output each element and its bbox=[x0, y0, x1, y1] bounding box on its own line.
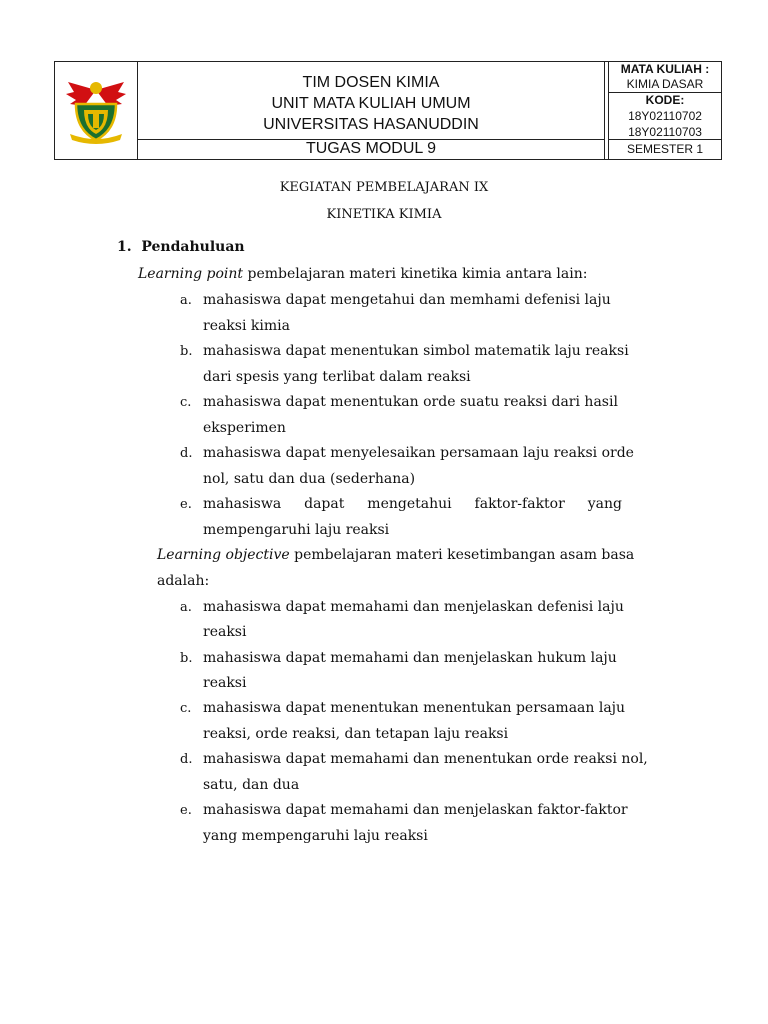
lp-item-c-letter: c. bbox=[180, 395, 192, 410]
learning-objective-italic: Learning objective bbox=[157, 547, 290, 563]
lo-item-b-line-2: reaksi bbox=[203, 675, 247, 691]
lp-item-e-word-2: dapat bbox=[304, 496, 345, 512]
modul-title: TUGAS MODUL 9 bbox=[138, 139, 605, 159]
lo-item-d-line-2: satu, dan dua bbox=[203, 777, 300, 793]
lo-item-e-letter: e. bbox=[180, 803, 192, 818]
title-line-2: UNIT MATA KULIAH UMUM bbox=[271, 95, 471, 112]
section-number: 1. bbox=[117, 239, 132, 255]
lp-item-e-word-4: faktor-faktor bbox=[474, 496, 565, 512]
university-logo-icon bbox=[64, 78, 128, 144]
lo-item-d-letter: d. bbox=[180, 752, 193, 767]
lo-item-d-line-1: mahasiswa dapat memahami dan menentukan orde reaksi nol, bbox=[203, 751, 648, 767]
title-line-3: UNIVERSITAS HASANUDDIN bbox=[263, 116, 479, 133]
lp-item-d-letter: d. bbox=[180, 446, 193, 461]
lp-item-e-word-1: mahasiswa bbox=[203, 496, 282, 512]
lo-item-e-line-1: mahasiswa dapat memahami dan menjelaskan faktor-faktor bbox=[203, 802, 628, 818]
lo-item-b-line-1: mahasiswa dapat memahami dan menjelaskan hukum laju bbox=[203, 650, 617, 666]
lp-item-a-letter: a. bbox=[180, 293, 192, 308]
lp-item-b-line-1: mahasiswa dapat menentukan simbol matematik laju reaksi bbox=[203, 343, 629, 359]
mata-kuliah-label: MATA KULIAH : bbox=[620, 62, 710, 76]
lp-item-e-word-3: mengetahui bbox=[367, 496, 452, 512]
lp-item-e-letter: e. bbox=[180, 497, 192, 512]
lp-item-e-word-5: yang bbox=[587, 496, 622, 512]
heading-kinetika: KINETIKA KIMIA bbox=[326, 207, 442, 222]
institution-title bbox=[138, 62, 605, 139]
heading-kegiatan: KEGIATAN PEMBELAJARAN IX bbox=[279, 180, 489, 195]
kode-value-1: 18Y02110702 bbox=[628, 109, 702, 123]
kode-value-2: 18Y02110703 bbox=[628, 125, 702, 139]
lp-item-e-line-2: mempengaruhi laju reaksi bbox=[203, 522, 390, 538]
lo-item-c-line-2: reaksi, orde reaksi, dan tetapan laju reaksi bbox=[203, 726, 509, 742]
section-title-text: Pendahuluan bbox=[141, 239, 245, 255]
lo-item-a-line-1: mahasiswa dapat memahami dan menjelaskan defenisi laju bbox=[203, 599, 624, 615]
semester: SEMESTER 1 bbox=[609, 139, 721, 158]
lp-item-a-line-2: reaksi kimia bbox=[203, 318, 290, 334]
learning-objective-cont: adalah: bbox=[157, 573, 210, 589]
lp-item-c-line-2: eksperimen bbox=[203, 420, 286, 436]
lp-item-d-line-2: nol, satu dan dua (sederhana) bbox=[203, 471, 416, 487]
lo-item-c-line-1: mahasiswa dapat menentukan menentukan persamaan laju bbox=[203, 700, 626, 716]
lo-item-a-line-2: reaksi bbox=[203, 624, 247, 640]
learning-point-rest: pembelajaran materi kinetika kimia antara lain: bbox=[243, 266, 588, 282]
mata-kuliah-value: KIMIA DASAR bbox=[626, 77, 704, 91]
title-line-1: TIM DOSEN KIMIA bbox=[302, 74, 440, 91]
lp-item-a-line-1: mahasiswa dapat mengetahui dan memhami defenisi laju bbox=[203, 292, 611, 308]
lo-item-c-letter: c. bbox=[180, 701, 192, 716]
course-info bbox=[608, 62, 721, 159]
learning-objective-rest: pembelajaran materi kesetimbangan asam basa bbox=[289, 547, 635, 563]
university-logo-cell bbox=[55, 62, 138, 159]
learning-point-italic: Learning point bbox=[138, 266, 244, 282]
learning-objective-intro bbox=[157, 547, 634, 563]
lp-item-b-line-2: dari spesis yang terlibat dalam reaksi bbox=[203, 369, 471, 385]
header-table bbox=[54, 61, 722, 160]
lo-item-b-letter: b. bbox=[180, 651, 193, 666]
kode-label: KODE: bbox=[645, 93, 685, 107]
lp-item-d-line-1: mahasiswa dapat menyelesaikan persamaan laju reaksi orde bbox=[203, 445, 634, 461]
lo-item-a-letter: a. bbox=[180, 600, 192, 615]
learning-point-intro bbox=[138, 266, 587, 282]
lo-item-e-line-2: yang mempengaruhi laju reaksi bbox=[203, 828, 428, 844]
lp-item-c-line-1: mahasiswa dapat menentukan orde suatu reaksi dari hasil bbox=[203, 394, 618, 410]
section-title bbox=[117, 239, 245, 255]
lp-item-b-letter: b. bbox=[180, 344, 193, 359]
lp-item-e-line-1 bbox=[203, 496, 622, 512]
